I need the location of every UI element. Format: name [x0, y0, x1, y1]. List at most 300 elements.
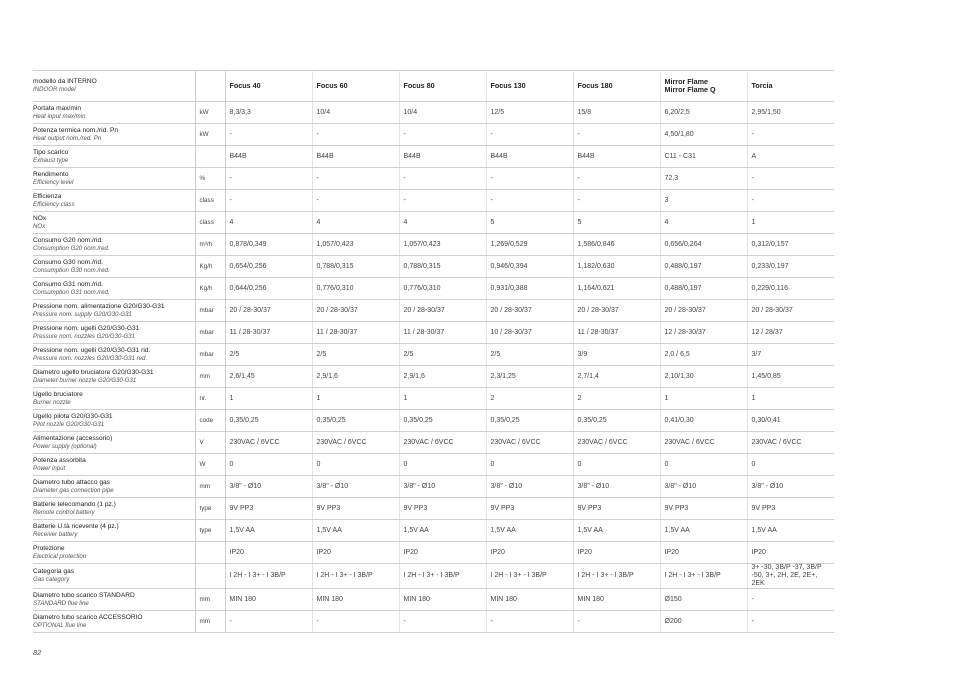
header-unit-cell — [195, 71, 225, 102]
row-label-en: Remote control battery — [33, 508, 95, 516]
value-cell: 20 / 28-30/37 — [573, 300, 660, 322]
value-cell: 3/7 — [747, 344, 834, 366]
value-cell: 20 / 28-30/37 — [312, 300, 399, 322]
table-row — [33, 212, 834, 234]
value-cell: 9V PP3 — [399, 498, 486, 520]
value-cell: - — [747, 124, 834, 146]
value-cell: - — [225, 611, 312, 633]
value-cell: I 2H - I 3+ - I 3B/P — [225, 564, 312, 589]
value-cell: 1,5V AA — [225, 520, 312, 542]
value-cell: 1 — [660, 388, 747, 410]
row-unit: Kg/h — [195, 256, 225, 278]
row-label-cell — [33, 102, 195, 124]
value-cell: 1,5V AA — [399, 520, 486, 542]
table-row — [33, 432, 834, 454]
row-unit: type — [195, 520, 225, 542]
row-label-cell — [33, 410, 195, 432]
value-cell: 72,3 — [660, 168, 747, 190]
value-cell: 0,931/0,388 — [486, 278, 573, 300]
row-unit: nr. — [195, 388, 225, 410]
value-cell: MIN 180 — [399, 589, 486, 611]
value-cell: 20 / 28-30/37 — [225, 300, 312, 322]
row-label-en: Diameter burner nozzle G20/G30-G31 — [33, 376, 137, 384]
value-cell: 2/5 — [486, 344, 573, 366]
value-cell: - — [225, 168, 312, 190]
row-unit — [195, 542, 225, 564]
value-cell: 4,50/1,80 — [660, 124, 747, 146]
row-unit: mbar — [195, 322, 225, 344]
value-cell: 0,30/0,41 — [747, 410, 834, 432]
row-unit: class — [195, 190, 225, 212]
table-row — [33, 300, 834, 322]
row-label-it: Consumo G20 nom./rid. — [33, 236, 103, 244]
value-cell: 20 / 28-30/37 — [660, 300, 747, 322]
row-label-cell — [33, 476, 195, 498]
value-cell: MIN 180 — [573, 589, 660, 611]
value-cell: 2,7/1,4 — [573, 366, 660, 388]
value-cell: MIN 180 — [486, 589, 573, 611]
row-label-cell — [33, 146, 195, 168]
value-cell: 0,788/0,315 — [399, 256, 486, 278]
table-row — [33, 322, 834, 344]
row-label-it: Diametro tubo scarico STANDARD — [33, 591, 135, 599]
value-cell: 0,878/0,349 — [225, 234, 312, 256]
value-cell: 9V PP3 — [225, 498, 312, 520]
row-label-en: Efficiency level — [33, 178, 74, 186]
value-cell: C11 - C31 — [660, 146, 747, 168]
value-cell: 0 — [312, 454, 399, 476]
row-label-cell — [33, 344, 195, 366]
value-cell: IP20 — [573, 542, 660, 564]
value-cell: - — [312, 168, 399, 190]
value-cell: B44B — [573, 146, 660, 168]
value-cell: 0,656/0,264 — [660, 234, 747, 256]
table-row — [33, 542, 834, 564]
table-row — [33, 498, 834, 520]
value-cell: 2,3/1,25 — [486, 366, 573, 388]
row-label-en: Exhaust type — [33, 156, 69, 164]
row-label-cell — [33, 564, 195, 589]
row-label-it: Pressione nom. alimentazione G20/G30-G31 — [33, 302, 165, 310]
model-header-mirror-flame: Mirror Flame Mirror Flame Q — [660, 71, 747, 102]
table-row — [33, 611, 834, 633]
value-cell: 0,776/0,310 — [312, 278, 399, 300]
row-label-cell — [33, 190, 195, 212]
value-cell: 1,164/0,621 — [573, 278, 660, 300]
row-label-it: NOx — [33, 214, 47, 222]
row-label-en: Pressure nom. nozzles G20/G30-G31 — [33, 332, 135, 340]
value-cell: 11 / 28-30/37 — [573, 322, 660, 344]
row-label-it: Batterie telecomando (1 pz.) — [33, 500, 116, 508]
row-label-it: Efficienza — [33, 192, 62, 200]
value-cell: 3/8" - Ø10 — [747, 476, 834, 498]
value-cell: 2/5 — [312, 344, 399, 366]
value-cell: 11 / 28-30/37 — [312, 322, 399, 344]
value-cell: 1 — [225, 388, 312, 410]
value-cell: 1 — [747, 388, 834, 410]
value-cell: - — [399, 124, 486, 146]
value-cell: 1,057/0,423 — [312, 234, 399, 256]
value-cell: 3+ -30, 3B/P -37, 3B/P -50, 3+, 2H, 2E, 2E+, 2EK — [747, 564, 834, 589]
row-label-it: Ugello pilota G20/G30-G31 — [33, 412, 113, 420]
value-cell: 0,35/0,25 — [486, 410, 573, 432]
value-cell: 1,5V AA — [660, 520, 747, 542]
row-label-it: Diametro ugello bruciatore G20/G30-G31 — [33, 368, 154, 376]
value-cell: I 2H - I 3+ - I 3B/P — [399, 564, 486, 589]
row-unit: mm — [195, 589, 225, 611]
row-label-en: STANDARD flue line — [33, 599, 89, 607]
value-cell: 8,3/3,3 — [225, 102, 312, 124]
value-cell: 1,5V AA — [486, 520, 573, 542]
value-cell: - — [486, 168, 573, 190]
row-label-en: Power supply (optional) — [33, 442, 97, 450]
value-cell: I 2H - I 3+ - I 3B/P — [573, 564, 660, 589]
value-cell: 0,35/0,25 — [573, 410, 660, 432]
row-unit: mbar — [195, 344, 225, 366]
row-label-it: Protezione — [33, 544, 65, 552]
value-cell: 5 — [486, 212, 573, 234]
value-cell: 230VAC / 6VCC — [399, 432, 486, 454]
row-label-en: Efficiency class — [33, 200, 75, 208]
value-cell: 4 — [225, 212, 312, 234]
value-cell: 3/9 — [573, 344, 660, 366]
value-cell: 3/8" - Ø10 — [486, 476, 573, 498]
value-cell: 12 / 28/37 — [747, 322, 834, 344]
value-cell: 1 — [399, 388, 486, 410]
row-label-cell — [33, 212, 195, 234]
row-label-it: Consumo G30 nom./rid. — [33, 258, 103, 266]
value-cell: 1,5V AA — [312, 520, 399, 542]
row-unit — [195, 564, 225, 589]
row-label-it: Alimentazione (accessorio) — [33, 434, 113, 442]
value-cell: IP20 — [225, 542, 312, 564]
value-cell: 10/4 — [399, 102, 486, 124]
value-cell: 3/8" - Ø10 — [399, 476, 486, 498]
value-cell: B44B — [312, 146, 399, 168]
row-label-cell — [33, 322, 195, 344]
table-row — [33, 410, 834, 432]
row-label-en: Receiver battery — [33, 530, 78, 538]
row-unit: mm — [195, 476, 225, 498]
value-cell: 2,95/1,50 — [747, 102, 834, 124]
value-cell: - — [486, 190, 573, 212]
value-cell: 4 — [399, 212, 486, 234]
row-label-en: Power input — [33, 464, 66, 472]
value-cell: MIN 180 — [312, 589, 399, 611]
model-header-torcia: Torcia — [747, 71, 834, 102]
row-label-en: Electrical protection — [33, 552, 87, 560]
value-cell: 9V PP3 — [486, 498, 573, 520]
value-cell: 0,35/0,25 — [312, 410, 399, 432]
value-cell: 20 / 28-30/37 — [486, 300, 573, 322]
value-cell: 3/8" - Ø10 — [573, 476, 660, 498]
row-label-it: Portata max/min — [33, 104, 82, 112]
row-unit: type — [195, 498, 225, 520]
value-cell: I 2H - I 3+ - I 3B/P — [312, 564, 399, 589]
row-label-cell — [33, 454, 195, 476]
value-cell: I 2H - I 3+ - I 3B/P — [660, 564, 747, 589]
value-cell: - — [747, 168, 834, 190]
row-label-cell — [33, 234, 195, 256]
value-cell: - — [486, 124, 573, 146]
row-label-it: Potenza termica nom./rid. Pn — [33, 126, 119, 134]
model-header-focus-40: Focus 40 — [225, 71, 312, 102]
value-cell: 9V PP3 — [660, 498, 747, 520]
value-cell: 15/8 — [573, 102, 660, 124]
value-cell: IP20 — [747, 542, 834, 564]
value-cell: B44B — [486, 146, 573, 168]
value-cell: - — [312, 124, 399, 146]
row-label-it: Diametro tubo attacco gas — [33, 478, 110, 486]
value-cell: 0 — [399, 454, 486, 476]
row-unit: % — [195, 168, 225, 190]
value-cell: 2 — [573, 388, 660, 410]
value-cell: I 2H - I 3+ - I 3B/P — [486, 564, 573, 589]
row-label-en: Pressure nom. nozzles G20/G30-G31 red. — [33, 354, 148, 362]
value-cell: - — [747, 611, 834, 633]
row-unit: m³/h — [195, 234, 225, 256]
row-label-cell — [33, 520, 195, 542]
value-cell: 20 / 28-30/37 — [399, 300, 486, 322]
value-cell: 0,233/0,197 — [747, 256, 834, 278]
table-row — [33, 476, 834, 498]
row-label-en: NOx — [33, 222, 46, 230]
value-cell: 230VAC / 6VCC — [486, 432, 573, 454]
value-cell: 2,9/1,6 — [312, 366, 399, 388]
row-label-en: Heat output nom./red. Pn — [33, 134, 102, 142]
table-row — [33, 256, 834, 278]
value-cell: 9V PP3 — [747, 498, 834, 520]
value-cell: - — [225, 124, 312, 146]
value-cell: 230VAC / 6VCC — [747, 432, 834, 454]
value-cell: 0 — [486, 454, 573, 476]
page-number: 82 — [33, 648, 42, 657]
value-cell: IP20 — [660, 542, 747, 564]
value-cell: 1 — [312, 388, 399, 410]
value-cell: 0,41/0,30 — [660, 410, 747, 432]
value-cell: A — [747, 146, 834, 168]
value-cell: 12 / 28-30/37 — [660, 322, 747, 344]
value-cell: 0 — [747, 454, 834, 476]
table-row — [33, 564, 834, 589]
value-cell: - — [573, 611, 660, 633]
row-label-it: Pressione nom. ugelli G20/G30-G31 rid. — [33, 346, 151, 354]
header-label-it: modello da INTERNO — [33, 78, 97, 85]
row-label-en: Burner nozzle — [33, 398, 71, 406]
value-cell: 0,644/0,256 — [225, 278, 312, 300]
row-unit: mbar — [195, 300, 225, 322]
value-cell: 1 — [747, 212, 834, 234]
value-cell: 1,5V AA — [573, 520, 660, 542]
value-cell: 5 — [573, 212, 660, 234]
row-label-en: Consumption G20 nom./red. — [33, 244, 110, 252]
row-label-it: Categoria gas — [33, 568, 75, 575]
value-cell: 0,776/0,310 — [399, 278, 486, 300]
value-cell: 1,45/0,85 — [747, 366, 834, 388]
value-cell: - — [486, 611, 573, 633]
row-label-it: Ugello bruciatore — [33, 390, 83, 398]
value-cell: 1,5V AA — [747, 520, 834, 542]
value-cell: 9V PP3 — [312, 498, 399, 520]
value-cell: 2 — [486, 388, 573, 410]
table-row — [33, 102, 834, 124]
value-cell: 0,654/0,256 — [225, 256, 312, 278]
value-cell: 9V PP3 — [573, 498, 660, 520]
value-cell: - — [747, 589, 834, 611]
value-cell: 1,269/0,529 — [486, 234, 573, 256]
value-cell: 230VAC / 6VCC — [312, 432, 399, 454]
row-label-en: Gas category — [33, 576, 70, 583]
table-header-row — [33, 71, 834, 102]
value-cell: IP20 — [312, 542, 399, 564]
value-cell: 0,788/0,315 — [312, 256, 399, 278]
row-label-cell — [33, 388, 195, 410]
value-cell: 0 — [660, 454, 747, 476]
value-cell: - — [573, 190, 660, 212]
row-label-cell — [33, 366, 195, 388]
row-label-it: Batterie U.tà ricevente (4 pz.) — [33, 522, 119, 530]
row-label-it: Consumo G31 nom./rid. — [33, 280, 103, 288]
row-unit: kW — [195, 102, 225, 124]
row-label-it: Potenza assorbita — [33, 456, 86, 464]
value-cell: 230VAC / 6VCC — [573, 432, 660, 454]
row-label-cell — [33, 589, 195, 611]
row-unit: class — [195, 212, 225, 234]
row-label-en: Consumption G31 nom./red. — [33, 288, 110, 296]
value-cell: 2/5 — [225, 344, 312, 366]
value-cell: 11 / 28-30/37 — [225, 322, 312, 344]
value-cell: 0,946/0,394 — [486, 256, 573, 278]
model-header-focus-80: Focus 80 — [399, 71, 486, 102]
row-label-cell — [33, 124, 195, 146]
table-row — [33, 366, 834, 388]
row-label-cell — [33, 498, 195, 520]
value-cell: 1,182/0,630 — [573, 256, 660, 278]
row-label-cell — [33, 278, 195, 300]
row-label-cell — [33, 300, 195, 322]
value-cell: 0,488/0,197 — [660, 278, 747, 300]
spec-table — [33, 70, 834, 633]
value-cell: 0,312/0,157 — [747, 234, 834, 256]
value-cell: 12/5 — [486, 102, 573, 124]
table-row — [33, 520, 834, 542]
value-cell: - — [573, 124, 660, 146]
model-header-focus-60: Focus 60 — [312, 71, 399, 102]
value-cell: 2/5 — [399, 344, 486, 366]
row-label-it: Tipo scarico — [33, 148, 69, 156]
table-row — [33, 190, 834, 212]
model-header-focus-180: Focus 180 — [573, 71, 660, 102]
value-cell: 20 / 28-30/37 — [747, 300, 834, 322]
value-cell: 0,229/0,116 — [747, 278, 834, 300]
value-cell: 2,9/1,6 — [399, 366, 486, 388]
value-cell: 1,586/0,846 — [573, 234, 660, 256]
value-cell: 230VAC / 6VCC — [225, 432, 312, 454]
row-label-en: Pressure nom. supply G20/G30-G31 — [33, 310, 132, 318]
table-row — [33, 124, 834, 146]
row-label-cell — [33, 542, 195, 564]
value-cell: Ø200 — [660, 611, 747, 633]
header-label-en: INDOOR model — [33, 86, 76, 93]
value-cell: 0 — [573, 454, 660, 476]
row-label-en: Heat input max/min — [33, 112, 86, 120]
value-cell: - — [399, 611, 486, 633]
value-cell: - — [225, 190, 312, 212]
table-row — [33, 234, 834, 256]
row-unit: mm — [195, 366, 225, 388]
row-label-cell — [33, 432, 195, 454]
table-row — [33, 388, 834, 410]
row-label-en: Consumption G30 nom./red. — [33, 266, 110, 274]
row-label-en: Diameter gas connection pipe — [33, 486, 114, 494]
value-cell: 230VAC / 6VCC — [660, 432, 747, 454]
value-cell: 11 / 28-30/37 — [399, 322, 486, 344]
row-unit — [195, 146, 225, 168]
row-unit: code — [195, 410, 225, 432]
value-cell: 4 — [312, 212, 399, 234]
value-cell: - — [747, 190, 834, 212]
row-label-cell — [33, 168, 195, 190]
row-label-en: Pilot nozzle G20/G30-G31 — [33, 420, 105, 428]
row-unit: mm — [195, 611, 225, 633]
value-cell: 0,35/0,25 — [225, 410, 312, 432]
value-cell: 1,057/0,423 — [399, 234, 486, 256]
value-cell: Ø150 — [660, 589, 747, 611]
value-cell: - — [399, 190, 486, 212]
row-unit: Kg/h — [195, 278, 225, 300]
value-cell: 3/8" - Ø10 — [225, 476, 312, 498]
value-cell: IP20 — [486, 542, 573, 564]
row-unit: W — [195, 454, 225, 476]
value-cell: - — [312, 190, 399, 212]
value-cell: B44B — [399, 146, 486, 168]
value-cell: 3/8" - Ø10 — [312, 476, 399, 498]
row-label-cell — [33, 611, 195, 633]
value-cell: 0 — [225, 454, 312, 476]
value-cell: 10/4 — [312, 102, 399, 124]
row-label-en: OPTIONAL flue line — [33, 621, 87, 629]
value-cell: IP20 — [399, 542, 486, 564]
table-row — [33, 146, 834, 168]
value-cell: - — [312, 611, 399, 633]
row-label-it: Diametro tubo scarico ACCESSORIO — [33, 613, 143, 621]
table-row — [33, 454, 834, 476]
value-cell: 3 — [660, 190, 747, 212]
header-label-cell — [33, 71, 195, 102]
row-unit: kW — [195, 124, 225, 146]
row-label-cell — [33, 256, 195, 278]
value-cell: 0,35/0,25 — [399, 410, 486, 432]
row-unit: V — [195, 432, 225, 454]
table-row — [33, 278, 834, 300]
value-cell: 3/8" - Ø10 — [660, 476, 747, 498]
value-cell: 2,6/1,45 — [225, 366, 312, 388]
row-label-it: Rendimento — [33, 170, 69, 178]
table-row — [33, 589, 834, 611]
value-cell: - — [573, 168, 660, 190]
value-cell: 6,20/2,5 — [660, 102, 747, 124]
value-cell: 2,0 / 6,5 — [660, 344, 747, 366]
value-cell: B44B — [225, 146, 312, 168]
value-cell: 10 / 28-30/37 — [486, 322, 573, 344]
value-cell: MIN 180 — [225, 589, 312, 611]
model-header-focus-130: Focus 130 — [486, 71, 573, 102]
table-row — [33, 168, 834, 190]
table-row — [33, 344, 834, 366]
value-cell: - — [399, 168, 486, 190]
value-cell: 2,10/1,30 — [660, 366, 747, 388]
value-cell: 0,488/0,197 — [660, 256, 747, 278]
